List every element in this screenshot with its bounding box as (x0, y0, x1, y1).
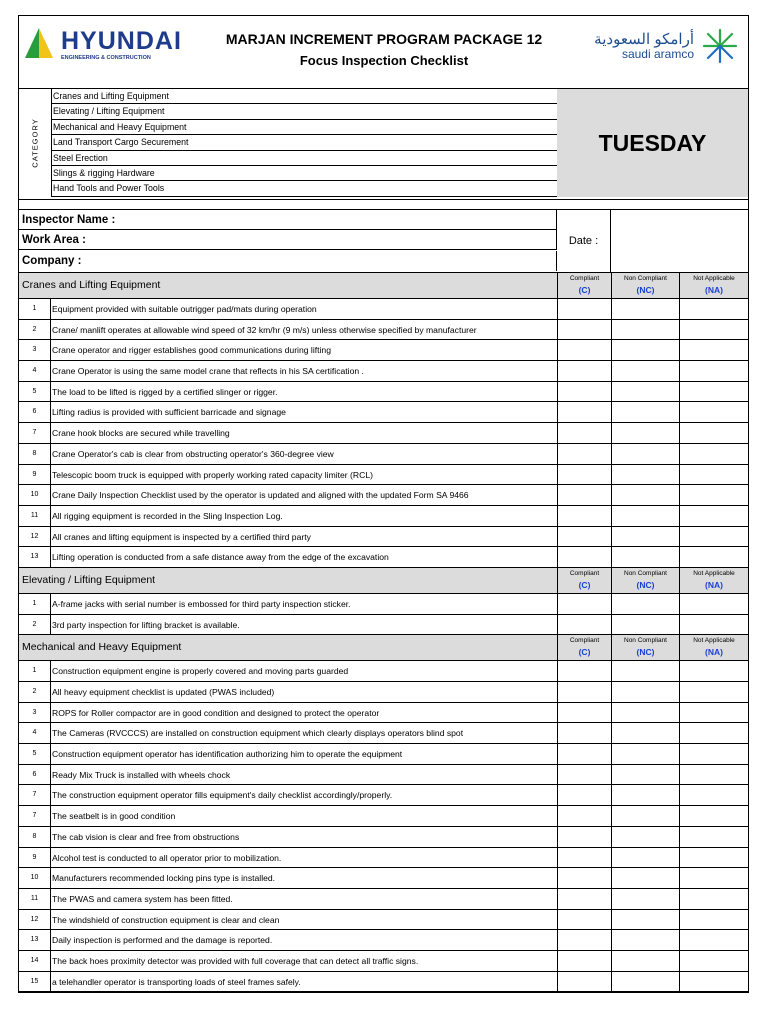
compliant-cell[interactable] (557, 806, 611, 826)
category-item: Mechanical and Heavy Equipment (51, 120, 557, 135)
company-field[interactable]: Company : (19, 251, 557, 271)
compliant-cell[interactable] (557, 868, 611, 888)
not-applicable-cell[interactable] (679, 527, 748, 547)
row-text: The cab vision is clear and free from obstructions (52, 831, 240, 842)
not-applicable-cell[interactable] (679, 703, 748, 723)
checklist-row (19, 889, 748, 910)
row-text: The back hoes proximity detector was provided with full coverage that can detect all traffic signs. (52, 955, 419, 966)
row-number: 6 (19, 765, 51, 785)
compliant-cell[interactable] (557, 682, 611, 702)
row-text: Telescopic boom truck is equipped with properly working rated capacity limiter (RCL) (52, 469, 373, 480)
section-title: Cranes and Lifting Equipment (22, 279, 161, 291)
row-number: 7 (19, 806, 51, 826)
checklist-row (19, 972, 748, 993)
checklist-row (19, 848, 748, 869)
row-text: The Cameras (RVCCCS) are installed on construction equipment which clearly displays operators blind spot (52, 728, 464, 739)
not-applicable-header-label: Not Applicable (693, 637, 735, 645)
checklist-row (19, 527, 748, 548)
row-number: 2 (19, 682, 51, 702)
non-compliant-cell[interactable] (611, 299, 679, 319)
row-text: The windshield of construction equipment is clear and clean (52, 914, 280, 925)
compliant-cell[interactable] (557, 765, 611, 785)
row-text: Construction equipment operator has identification authorizing him to operate the equipment (52, 749, 403, 760)
row-text: Crane Operator is using the same model crane that reflects in his SA certification . (52, 366, 364, 377)
row-number: 7 (19, 423, 51, 443)
compliant-cell[interactable] (557, 444, 611, 464)
not-applicable-cell[interactable] (679, 361, 748, 381)
not-applicable-cell[interactable] (679, 547, 748, 567)
row-text: 3rd party inspection for lifting bracket is available. (52, 619, 240, 630)
compliant-header-code: (C) (578, 579, 591, 590)
row-text: Ready Mix Truck is installed with wheels chock (52, 769, 231, 780)
compliant-cell[interactable] (557, 547, 611, 567)
non-compliant-cell[interactable] (611, 465, 679, 485)
checklist-row (19, 827, 748, 848)
hyundai-subtitle: ENGINEERING & CONSTRUCTION (61, 55, 151, 61)
non-compliant-cell[interactable] (611, 930, 679, 950)
compliant-header-code: (C) (578, 285, 591, 295)
aramco-arabic: أرامكو السعودية (594, 31, 694, 48)
not-applicable-cell[interactable] (679, 320, 748, 340)
not-applicable-cell[interactable] (679, 506, 748, 526)
date-label: Date : (557, 210, 611, 272)
compliant-header-label: Compliant (569, 637, 600, 645)
not-applicable-cell[interactable] (679, 682, 748, 702)
compliant-cell[interactable] (557, 661, 611, 681)
section-header (19, 568, 748, 594)
compliant-cell[interactable] (557, 972, 611, 992)
row-number: 6 (19, 402, 51, 422)
not-applicable-column-header (679, 635, 748, 660)
non-compliant-column-header (611, 635, 679, 660)
row-number: 14 (19, 951, 51, 971)
not-applicable-column-header (679, 273, 748, 298)
non-compliant-column-header (611, 568, 679, 593)
hyundai-triangle-icon (25, 26, 59, 60)
checklist-row (19, 382, 748, 403)
checklist-row (19, 806, 748, 827)
checklist-row (19, 868, 748, 889)
row-text: Crane Operator's cab is clear from obstructing operator's 360-degree view (52, 448, 334, 459)
compliant-cell[interactable] (557, 485, 611, 505)
not-applicable-cell[interactable] (679, 785, 748, 805)
non-compliant-cell[interactable] (611, 423, 679, 443)
row-text: The seatbelt is in good condition (52, 811, 176, 822)
checklist-row (19, 703, 748, 724)
not-applicable-cell[interactable] (679, 951, 748, 971)
non-compliant-header-code: (NC) (636, 579, 655, 590)
compliant-cell[interactable] (557, 889, 611, 909)
non-compliant-cell[interactable] (611, 615, 679, 635)
compliant-cell[interactable] (557, 402, 611, 422)
not-applicable-cell[interactable] (679, 910, 748, 930)
row-text: Construction equipment engine is properly covered and moving parts guarded (52, 666, 349, 677)
not-applicable-header-code: (NA) (705, 579, 723, 590)
row-number: 5 (19, 744, 51, 764)
aramco-english: saudi aramco (621, 47, 694, 61)
checklist-row (19, 340, 748, 361)
non-compliant-cell[interactable] (611, 889, 679, 909)
non-compliant-cell[interactable] (611, 848, 679, 868)
row-text: a telehandler operator is transporting loads of steel frames safely. (52, 976, 301, 987)
inspection-info (19, 210, 748, 273)
compliant-cell[interactable] (557, 703, 611, 723)
checklist-row (19, 723, 748, 744)
non-compliant-header-label: Non Compliant (624, 569, 667, 577)
row-number: 13 (19, 547, 51, 567)
non-compliant-cell[interactable] (611, 723, 679, 743)
checklist-row (19, 930, 748, 951)
non-compliant-cell[interactable] (611, 827, 679, 847)
row-number: 8 (19, 827, 51, 847)
checklist-row (19, 594, 748, 615)
compliant-cell[interactable] (557, 951, 611, 971)
row-number: 12 (19, 527, 51, 547)
row-text: All cranes and lifting equipment is inspected by a certified third party (52, 531, 311, 542)
not-applicable-cell[interactable] (679, 930, 748, 950)
row-text: The load to be lifted is rigged by a certified slinger or rigger. (52, 386, 278, 397)
compliant-cell[interactable] (557, 527, 611, 547)
checklist-sheet (18, 15, 749, 993)
not-applicable-cell[interactable] (679, 868, 748, 888)
compliant-cell[interactable] (557, 910, 611, 930)
not-applicable-cell[interactable] (679, 744, 748, 764)
row-number: 12 (19, 910, 51, 930)
non-compliant-cell[interactable] (611, 340, 679, 360)
not-applicable-header-code: (NA) (705, 285, 723, 295)
not-applicable-cell[interactable] (679, 848, 748, 868)
not-applicable-cell[interactable] (679, 444, 748, 464)
non-compliant-header-label: Non Compliant (624, 637, 667, 645)
compliant-cell[interactable] (557, 848, 611, 868)
checklist-row (19, 444, 748, 465)
compliant-cell[interactable] (557, 723, 611, 743)
checklist-row (19, 361, 748, 382)
not-applicable-cell[interactable] (679, 615, 748, 635)
section-title: Mechanical and Heavy Equipment (22, 641, 182, 654)
non-compliant-cell[interactable] (611, 661, 679, 681)
row-number: 9 (19, 848, 51, 868)
non-compliant-cell[interactable] (611, 951, 679, 971)
section-header (19, 635, 748, 661)
category-item: Cranes and Lifting Equipment (51, 89, 557, 104)
non-compliant-header-code: (NC) (636, 647, 655, 658)
row-text: Manufacturers recommended locking pins type is installed. (52, 873, 276, 884)
row-text: All rigging equipment is recorded in the Sling Inspection Log. (52, 510, 283, 521)
not-applicable-cell[interactable] (679, 765, 748, 785)
row-number: 4 (19, 361, 51, 381)
row-text: Alcohol test is conducted to all operator prior to mobilization. (52, 852, 282, 863)
non-compliant-cell[interactable] (611, 765, 679, 785)
row-number: 10 (19, 868, 51, 888)
not-applicable-cell[interactable] (679, 661, 748, 681)
checklist-row (19, 910, 748, 931)
row-number: 7 (19, 785, 51, 805)
category-list (51, 89, 558, 197)
category-item: Elevating / Lifting Equipment (51, 104, 557, 119)
row-text: Equipment provided with suitable outrigger pad/mats during operation (52, 304, 317, 314)
checklist-row (19, 485, 748, 506)
non-compliant-cell[interactable] (611, 785, 679, 805)
compliant-cell[interactable] (557, 827, 611, 847)
category-item: Hand Tools and Power Tools (51, 181, 557, 196)
not-applicable-column-header (679, 568, 748, 593)
non-compliant-cell[interactable] (611, 972, 679, 992)
row-number: 5 (19, 382, 51, 402)
non-compliant-cell[interactable] (611, 506, 679, 526)
row-number: 1 (19, 661, 51, 681)
non-compliant-cell[interactable] (611, 744, 679, 764)
compliant-cell[interactable] (557, 320, 611, 340)
not-applicable-header-label: Not Applicable (693, 569, 735, 577)
non-compliant-cell[interactable] (611, 361, 679, 381)
not-applicable-header-label: Not Applicable (693, 275, 735, 282)
non-compliant-column-header (611, 273, 679, 298)
non-compliant-cell[interactable] (611, 806, 679, 826)
row-text: Crane hook blocks are secured while travelling (52, 428, 230, 439)
row-text: All heavy equipment checklist is updated (PWAS included) (52, 687, 275, 697)
row-number: 8 (19, 444, 51, 464)
compliant-cell[interactable] (557, 930, 611, 950)
inspector-name-field[interactable]: Inspector Name : (19, 210, 557, 230)
non-compliant-cell[interactable] (611, 444, 679, 464)
row-text: Lifting operation is conducted from a safe distance away from the edge of the excavation (52, 552, 389, 563)
not-applicable-cell[interactable] (679, 889, 748, 909)
compliant-cell[interactable] (557, 615, 611, 635)
row-number: 9 (19, 465, 51, 485)
compliant-column-header (557, 568, 611, 593)
row-number: 10 (19, 485, 51, 505)
compliant-cell[interactable] (557, 299, 611, 319)
row-number: 13 (19, 930, 51, 950)
category-block (19, 89, 748, 200)
non-compliant-cell[interactable] (611, 910, 679, 930)
not-applicable-cell[interactable] (679, 972, 748, 992)
document-header (19, 16, 748, 89)
section-header (19, 273, 748, 299)
row-text: Crane/ manlift operates at allowable wind speed of 32 km/hr (9 m/s) unless otherwise specified by manufacturer (52, 324, 477, 335)
row-number: 3 (19, 703, 51, 723)
row-number: 2 (19, 320, 51, 340)
not-applicable-cell[interactable] (679, 827, 748, 847)
category-item: Land Transport Cargo Securement (51, 135, 557, 150)
compliant-column-header (557, 273, 611, 298)
non-compliant-cell[interactable] (611, 594, 679, 614)
row-text: Daily inspection is performed and the damage is reported. (52, 935, 273, 946)
compliant-cell[interactable] (557, 594, 611, 614)
work-area-field[interactable]: Work Area : (19, 230, 557, 250)
compliant-cell[interactable] (557, 361, 611, 381)
divider (19, 200, 748, 210)
checklist-sections (19, 273, 748, 992)
non-compliant-cell[interactable] (611, 485, 679, 505)
row-text: The PWAS and camera system has been fitted. (52, 893, 233, 904)
compliant-cell[interactable] (557, 506, 611, 526)
not-applicable-cell[interactable] (679, 594, 748, 614)
checklist-row (19, 615, 748, 636)
compliant-cell[interactable] (557, 340, 611, 360)
checklist-row (19, 547, 748, 568)
row-number: 1 (19, 594, 51, 614)
aramco-star-icon (700, 26, 740, 66)
hyundai-brand: HYUNDAI (61, 27, 182, 55)
hyundai-logo (25, 26, 182, 66)
row-text: The construction equipment operator fills equipment's daily checklist accordingly/properly. (52, 790, 393, 801)
row-text: ROPS for Roller compactor are in good condition and designed to protect the operator (52, 707, 380, 718)
not-applicable-header-code: (NA) (705, 647, 723, 658)
aramco-logo (595, 24, 740, 68)
row-number: 15 (19, 972, 51, 992)
non-compliant-cell[interactable] (611, 703, 679, 723)
category-item: Slings & rigging Hardware (51, 166, 557, 181)
compliant-cell[interactable] (557, 382, 611, 402)
checklist-row (19, 785, 748, 806)
category-label-column (19, 89, 52, 197)
section-title: Elevating / Lifting Equipment (22, 573, 156, 586)
row-number: 11 (19, 889, 51, 909)
checklist-row (19, 661, 748, 682)
not-applicable-cell[interactable] (679, 382, 748, 402)
checklist-row (19, 320, 748, 341)
day-label: TUESDAY (557, 89, 748, 197)
compliant-cell[interactable] (557, 744, 611, 764)
not-applicable-cell[interactable] (679, 340, 748, 360)
row-number: 1 (19, 299, 51, 319)
not-applicable-cell[interactable] (679, 402, 748, 422)
non-compliant-cell[interactable] (611, 547, 679, 567)
row-text: Lifting radius is provided with sufficient barricade and signage (52, 407, 286, 418)
checklist-row (19, 765, 748, 786)
row-number: 2 (19, 615, 51, 635)
not-applicable-cell[interactable] (679, 806, 748, 826)
non-compliant-cell[interactable] (611, 320, 679, 340)
document-title: MARJAN INCREMENT PROGRAM PACKAGE 12 (225, 31, 543, 47)
compliant-header-code: (C) (578, 647, 591, 658)
row-number: 11 (19, 506, 51, 526)
checklist-row (19, 299, 748, 320)
compliant-cell[interactable] (557, 465, 611, 485)
category-label: CATEGORY (30, 118, 40, 168)
checklist-row (19, 423, 748, 444)
compliant-header-label: Compliant (569, 569, 600, 577)
row-text: A-frame jacks with serial number is embossed for third party inspection sticker. (52, 598, 351, 609)
document-subtitle: Focus Inspection Checklist (299, 53, 469, 68)
non-compliant-header-label: Non Compliant (624, 275, 667, 282)
not-applicable-cell[interactable] (679, 723, 748, 743)
checklist-row (19, 506, 748, 527)
non-compliant-cell[interactable] (611, 402, 679, 422)
non-compliant-cell[interactable] (611, 682, 679, 702)
row-text: Crane operator and rigger establishes good communications during lifting (52, 345, 331, 356)
row-number: 4 (19, 723, 51, 743)
checklist-row (19, 682, 748, 703)
not-applicable-cell[interactable] (679, 299, 748, 319)
category-item: Steel Erection (51, 151, 557, 166)
not-applicable-cell[interactable] (679, 485, 748, 505)
compliant-cell[interactable] (557, 423, 611, 443)
checklist-row (19, 465, 748, 486)
compliant-column-header (557, 635, 611, 660)
non-compliant-header-code: (NC) (636, 285, 655, 295)
compliant-cell[interactable] (557, 785, 611, 805)
checklist-row (19, 402, 748, 423)
not-applicable-cell[interactable] (679, 465, 748, 485)
compliant-header-label: Compliant (569, 275, 600, 282)
not-applicable-cell[interactable] (679, 423, 748, 443)
checklist-row (19, 951, 748, 972)
non-compliant-cell[interactable] (611, 527, 679, 547)
non-compliant-cell[interactable] (611, 382, 679, 402)
non-compliant-cell[interactable] (611, 868, 679, 888)
row-number: 3 (19, 340, 51, 360)
row-text: Crane Daily Inspection Checklist used by the operator is updated and aligned with the updated Form SA 9466 (52, 490, 469, 501)
checklist-row (19, 744, 748, 765)
